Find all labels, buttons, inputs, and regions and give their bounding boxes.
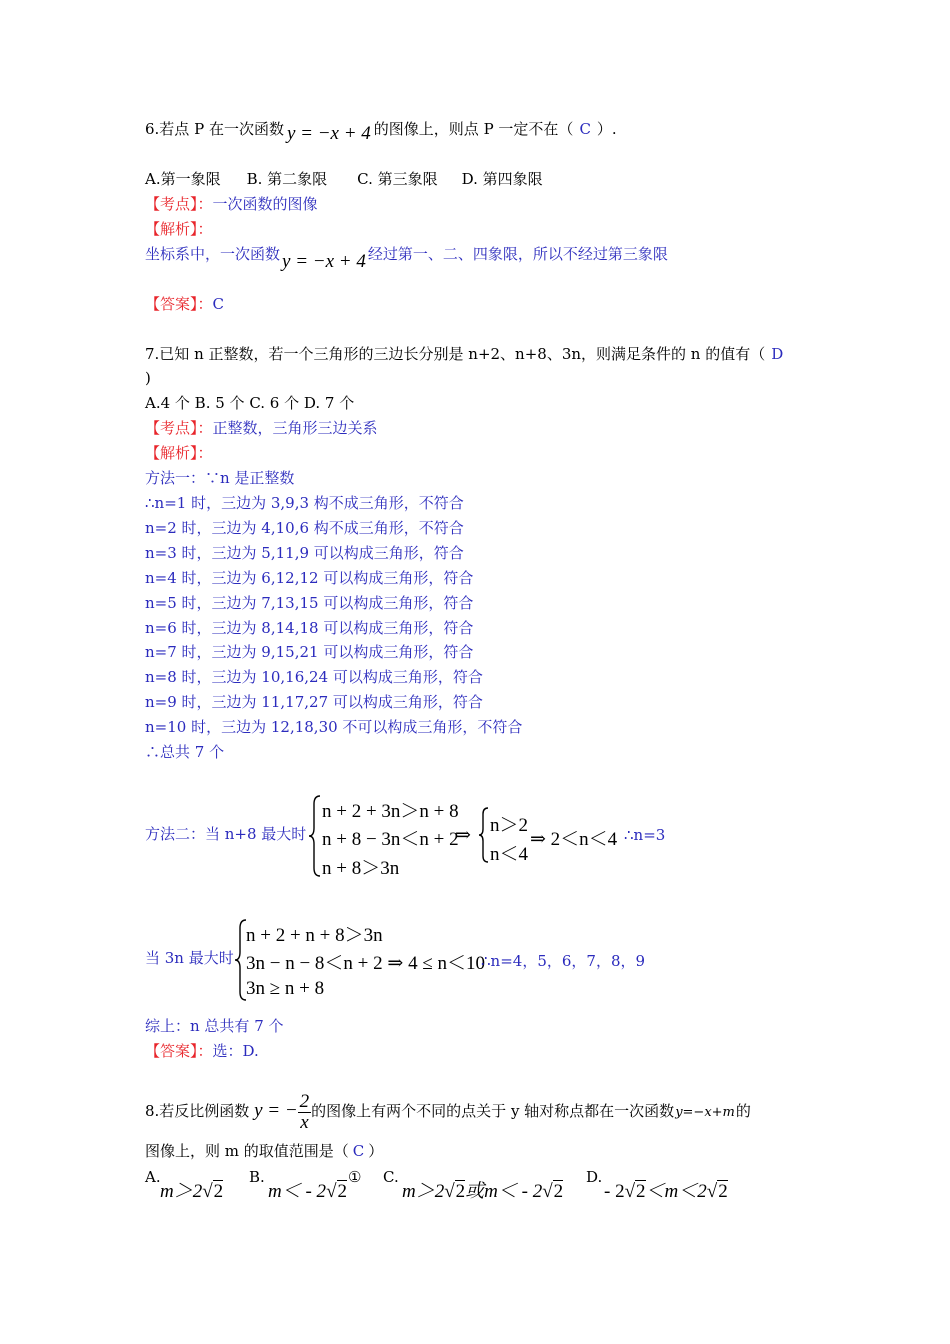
- q7-m3-eq3: 3n ≥ n + 8: [246, 978, 325, 999]
- q8-y-eq: y = −: [254, 1100, 298, 1121]
- q7-method2-label: 方法二：当 n+8 最大时: [145, 825, 307, 843]
- q7-options: A.4 个 B. 5 个 C. 6 个 D. 7 个: [145, 394, 355, 412]
- q8-linear: y=−x+m: [675, 1105, 735, 1120]
- q7-case: n=3 时，三边为 5,11,9 可以构成三角形，符合: [145, 544, 464, 562]
- q7-case: n=5 时，三边为 7,13,15 可以构成三角形，符合: [145, 594, 474, 612]
- q8-fraction: $\frac{2}{x}$: [299, 1090, 310, 1133]
- q7-stem-end: ): [145, 369, 151, 387]
- q7-case: n=2 时，三边为 4,10,6 构不成三角形，不符合: [145, 519, 464, 537]
- q7-jiexi-label: 【解析】：: [145, 444, 213, 462]
- q7-m2-eq3: n + 8＞3n: [322, 858, 400, 879]
- q7-daan: 【答案】：选：D.: [145, 1042, 259, 1060]
- q7-m3-eq2: 3n − n − 8＜n + 2 ⇒ 4 ≤ n＜10: [246, 953, 485, 974]
- q7-case: n=7 时，三边为 9,15,21 可以构成三角形，符合: [145, 643, 474, 661]
- q6-option-b: B. 第二象限: [246, 170, 328, 188]
- q7-summary: 综上：n 总共有 7 个: [145, 1017, 284, 1035]
- q8-option-b: m＜ - 2√2: [268, 1181, 347, 1202]
- q8-option-c-label: C.: [383, 1168, 399, 1186]
- q8-option-b-mark: ①: [348, 1168, 362, 1186]
- q7-m2-eq2: n + 8 − 3n＜n + 2: [322, 829, 459, 850]
- q6-explanation: 坐标系中，一次函数 y = −x + 4 经过第一、二、四象限，所以不经过第三象限: [145, 245, 668, 272]
- q7-m2-ineq1: n＞2: [490, 815, 529, 836]
- q8-answer-inline: C: [352, 1142, 365, 1160]
- q6-answer-inline: C: [579, 120, 591, 138]
- q8-option-d-label: D.: [586, 1168, 603, 1186]
- q6-formula: y = −x + 4: [286, 123, 371, 144]
- q7-case: n=10 时，三边为 12,18,30 不可以构成三角形，不符合: [145, 718, 523, 736]
- q6-daan: 【答案】：C: [145, 295, 224, 313]
- q7-m2-brace2: [478, 806, 490, 864]
- q7-m3-eq1: n + 2 + n + 8＞3n: [246, 925, 383, 946]
- q7-case: n=6 时，三边为 8,14,18 可以构成三角形，符合: [145, 619, 474, 637]
- q7-case: ∴n=1 时，三边为 3,9,3 构不成三角形，不符合: [145, 494, 464, 512]
- q7-case: n=4 时，三边为 6,12,12 可以构成三角形，符合: [145, 569, 474, 587]
- q6-option-a: A.第一象限: [145, 170, 221, 188]
- q7-m2-brace: [308, 794, 322, 878]
- q8-option-a-label: A.: [145, 1168, 161, 1186]
- q8-stem-line2: 图像上，则 m 的取值范围是（ C ）: [145, 1142, 384, 1160]
- q7-stem: 7.已知 n 正整数，若一个三角形的三边长分别是 n+2、n+8、3n，则满足条件的 n 的值有（ D: [145, 345, 784, 363]
- q8-option-c: m＞2√2或m＜ - 2√2: [402, 1181, 564, 1202]
- q7-m2-arrow: ⇒: [455, 825, 471, 846]
- q6-stem: 6.若点 P 在一次函数 y = −x + 4 的图像上，则点 P 一定不在（ C ）.: [145, 120, 617, 144]
- q8-stem: 8.若反比例函数 y = − $\frac{2}{x}$ 的图像上有两个不同的点关于 y 轴对称点都在一次函数y=−x+m的: [145, 1090, 751, 1133]
- q7-case: n=9 时，三边为 11,17,27 可以构成三角形，符合: [145, 693, 483, 711]
- q7-m2-eq1: n + 2 + 3n＞n + 8: [322, 801, 459, 822]
- q7-answer-inline: D: [771, 345, 784, 363]
- q6-explain-formula: y = −x + 4: [282, 251, 366, 272]
- q8-option-a: m＞2√2: [160, 1181, 224, 1202]
- q7-kaodian: 【考点】：正整数，三角形三边关系: [145, 419, 378, 437]
- q6-option-d: D. 第四象限: [461, 170, 543, 188]
- q6-options: [145, 169, 543, 189]
- q7-total: ∴总共 7 个: [145, 743, 225, 761]
- q8-option-d: - 2√2＜m＜2√2: [604, 1181, 728, 1202]
- q7-m3-conclusion: ∴n=4，5，6，7，8，9: [481, 952, 646, 970]
- q8-option-b-label: B.: [249, 1168, 265, 1186]
- q7-m2-ineq2: n＜4: [490, 844, 529, 865]
- q7-m2-conclusion: ∴n=3: [624, 826, 666, 844]
- q6-option-c: C. 第三象限: [357, 170, 438, 188]
- q6-kaodian: 【考点】：一次函数的图像: [145, 195, 318, 213]
- q7-m2-result: ⇒ 2＜n＜4: [530, 829, 618, 850]
- q7-method1: 方法一：∵n 是正整数: [145, 469, 295, 487]
- q7-case: n=8 时，三边为 10,16,24 可以构成三角形，符合: [145, 668, 483, 686]
- q7-method3-label: 当 3n 最大时: [145, 949, 234, 967]
- q6-jiexi-label: 【解析】：: [145, 220, 213, 238]
